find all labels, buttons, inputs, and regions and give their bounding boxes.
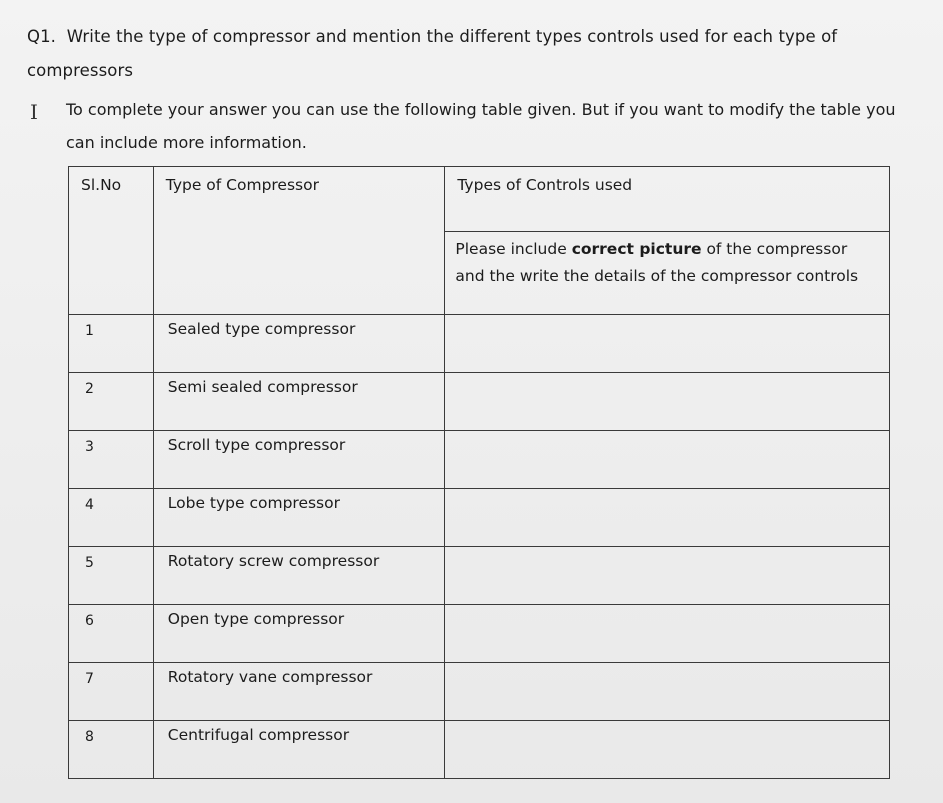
row-slno: 1	[69, 315, 154, 373]
compressor-table	[68, 166, 890, 779]
row-type: Semi sealed compressor	[153, 373, 445, 431]
row-type: Rotatory vane compressor	[153, 663, 445, 721]
row-controls-cell[interactable]	[445, 721, 890, 779]
row-slno: 2	[69, 373, 154, 431]
instruction-text: To complete your answer you can use the following table given. But if you want to modify the table you can include more information.	[66, 100, 896, 152]
note-text: Please include correct picture of the compressor and the write the details of the compressor controls	[455, 240, 859, 285]
question-body: Write the type of compressor and mention the different types controls used for each type of compressors	[27, 27, 838, 80]
table-row	[69, 721, 890, 779]
row-type: Centrifugal compressor	[153, 721, 445, 779]
note-cell	[445, 232, 890, 315]
note-emphasis: correct picture	[571, 240, 702, 258]
text-cursor-icon: I	[30, 100, 38, 124]
header-controls: Types of Controls used	[445, 167, 890, 232]
table-row	[69, 489, 890, 547]
row-slno: 3	[69, 431, 154, 489]
row-slno: 5	[69, 547, 154, 605]
row-type: Sealed type compressor	[153, 315, 445, 373]
table-header-row	[69, 167, 890, 232]
row-controls-cell[interactable]	[445, 315, 890, 373]
header-type: Type of Compressor	[153, 167, 445, 315]
row-slno: 6	[69, 605, 154, 663]
row-type: Rotatory screw compressor	[153, 547, 445, 605]
row-controls-cell[interactable]	[445, 489, 890, 547]
row-type: Open type compressor	[153, 605, 445, 663]
table-row	[69, 547, 890, 605]
table-row	[69, 431, 890, 489]
row-controls-cell[interactable]	[445, 431, 890, 489]
row-controls-cell[interactable]	[445, 547, 890, 605]
row-controls-cell[interactable]	[445, 663, 890, 721]
question-number: Q1.	[27, 27, 57, 46]
row-slno: 8	[69, 721, 154, 779]
table-row	[69, 605, 890, 663]
row-controls-cell[interactable]	[445, 373, 890, 431]
question-text	[27, 20, 907, 88]
row-slno: 7	[69, 663, 154, 721]
table-row	[69, 663, 890, 721]
row-slno: 4	[69, 489, 154, 547]
row-type: Lobe type compressor	[153, 489, 445, 547]
table-row	[69, 315, 890, 373]
header-slno: Sl.No	[69, 167, 154, 315]
table-row	[69, 373, 890, 431]
row-type: Scroll type compressor	[153, 431, 445, 489]
row-controls-cell[interactable]	[445, 605, 890, 663]
